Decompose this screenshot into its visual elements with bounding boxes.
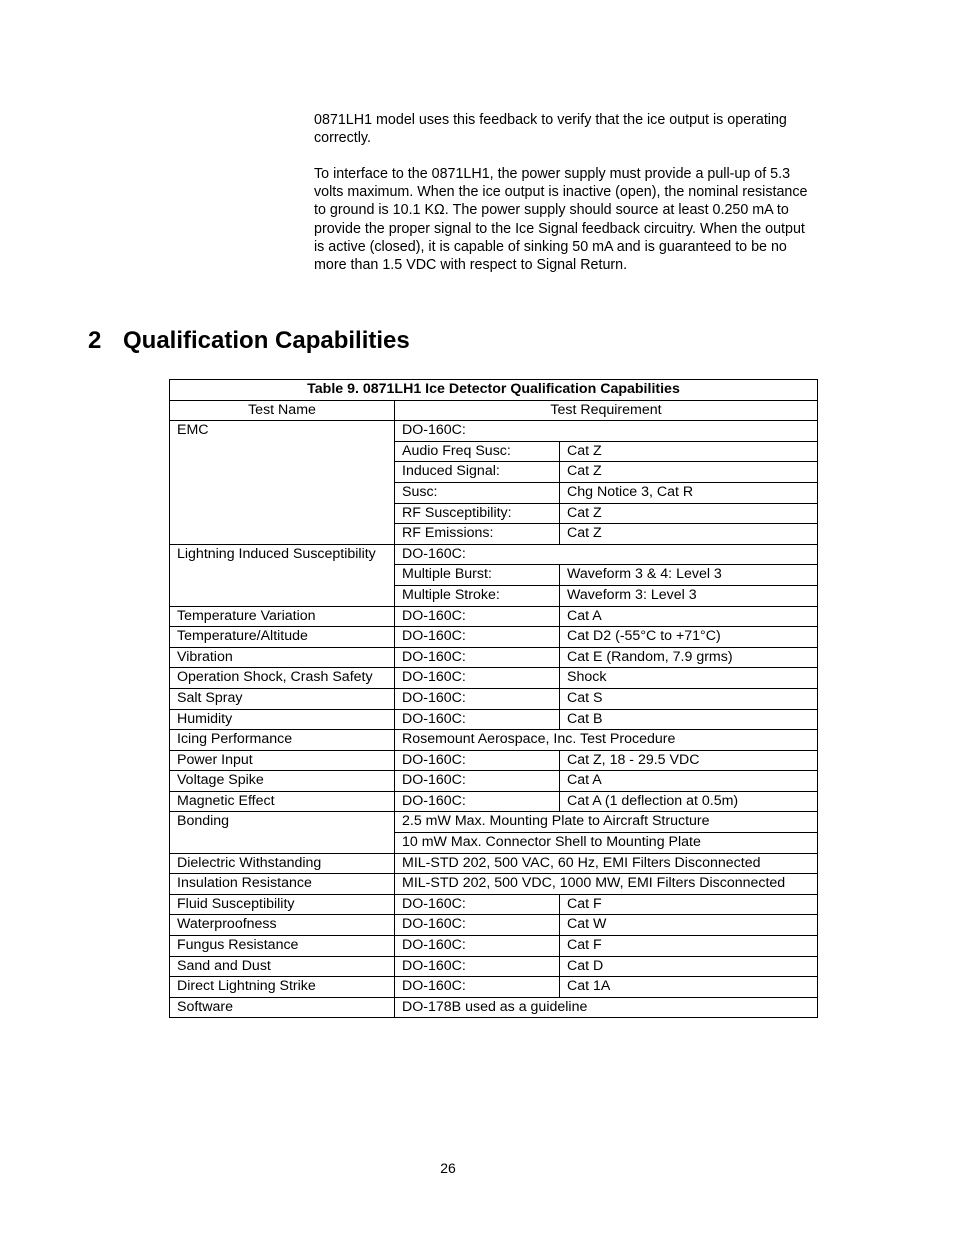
column-header: Test Name xyxy=(170,400,395,421)
table-row xyxy=(170,668,818,689)
test-name-cell: Sand and Dust xyxy=(170,956,395,977)
test-name-cell: Waterproofness xyxy=(170,915,395,936)
section-title: Qualification Capabilities xyxy=(123,327,410,354)
requirement-cell: RF Emissions: xyxy=(395,524,560,545)
test-name-cell: Operation Shock, Crash Safety xyxy=(170,668,395,689)
category-cell: Cat D2 (-55°C to +71°C) xyxy=(560,627,818,648)
table-row xyxy=(170,853,818,874)
body-paragraph: 0871LH1 model uses this feedback to verify that the ice output is operating correctly. xyxy=(314,112,787,147)
requirement-cell: DO-160C: xyxy=(395,956,560,977)
test-name-cell: Humidity xyxy=(170,709,395,730)
category-cell: Shock xyxy=(560,668,818,689)
table-row xyxy=(170,730,818,751)
requirement-cell: DO-178B used as a guideline xyxy=(395,997,818,1018)
table-row xyxy=(170,977,818,998)
table-row xyxy=(170,627,818,648)
requirement-cell: DO-160C: xyxy=(395,668,560,689)
table-row xyxy=(170,956,818,977)
requirement-cell: DO-160C: xyxy=(395,709,560,730)
test-name-cell: Power Input xyxy=(170,750,395,771)
category-cell: Cat S xyxy=(560,688,818,709)
category-cell: Cat Z xyxy=(560,441,818,462)
table-row xyxy=(170,936,818,957)
table-row xyxy=(170,647,818,668)
requirement-cell: DO-160C: xyxy=(395,544,818,565)
category-cell: Cat Z, 18 - 29.5 VDC xyxy=(560,750,818,771)
requirement-cell: DO-160C: xyxy=(395,647,560,668)
table-row xyxy=(170,812,818,833)
requirement-cell: DO-160C: xyxy=(395,791,560,812)
body-paragraph: To interface to the 0871LH1, the power supply must provide a pull-up of 5.3 volts maximum. When the ice output is inactive (open), the nominal resistance to ground is 10.1 KΩ. The power supply should source at least 0.250 mA to provide the proper signal to the Ice Signal feedback circuitry. When the output is active (closed), it is capable of sinking 50 mA and is guaranteed to be no more than 1.5 VDC with respect to Signal Return. xyxy=(314,166,808,274)
section-number: 2 xyxy=(88,327,102,354)
category-cell: Cat F xyxy=(560,894,818,915)
table-row xyxy=(170,791,818,812)
table-row xyxy=(170,421,818,442)
category-cell: Chg Notice 3, Cat R xyxy=(560,482,818,503)
table-caption-row xyxy=(170,380,818,401)
category-cell: Cat W xyxy=(560,915,818,936)
requirement-cell: DO-160C: xyxy=(395,936,560,957)
table-row xyxy=(170,688,818,709)
section-heading xyxy=(88,324,410,358)
page-number: 26 xyxy=(440,1160,456,1176)
category-cell: Cat 1A xyxy=(560,977,818,998)
qualification-table xyxy=(169,379,818,1018)
requirement-cell: DO-160C: xyxy=(395,421,818,442)
category-cell: Cat Z xyxy=(560,462,818,483)
requirement-cell: 10 mW Max. Connector Shell to Mounting Plate xyxy=(395,833,818,854)
table-caption: Table 9. 0871LH1 Ice Detector Qualification Capabilities xyxy=(170,380,818,401)
test-name-cell: Voltage Spike xyxy=(170,771,395,792)
category-cell: Cat Z xyxy=(560,524,818,545)
requirement-cell: Rosemount Aerospace, Inc. Test Procedure xyxy=(395,730,818,751)
requirement-cell: DO-160C: xyxy=(395,688,560,709)
test-name-cell: Salt Spray xyxy=(170,688,395,709)
category-cell: Cat A xyxy=(560,606,818,627)
requirement-cell: DO-160C: xyxy=(395,627,560,648)
table-row xyxy=(170,750,818,771)
category-cell: Cat B xyxy=(560,709,818,730)
requirement-cell: MIL-STD 202, 500 VDC, 1000 MW, EMI Filters Disconnected xyxy=(395,874,818,895)
category-cell: Cat Z xyxy=(560,503,818,524)
column-header: Test Requirement xyxy=(395,400,818,421)
table-row xyxy=(170,874,818,895)
requirement-cell: DO-160C: xyxy=(395,894,560,915)
test-name-cell: EMC xyxy=(170,421,395,545)
test-name-cell: Bonding xyxy=(170,812,395,853)
requirement-cell: DO-160C: xyxy=(395,915,560,936)
requirement-cell: Induced Signal: xyxy=(395,462,560,483)
test-name-cell: Lightning Induced Susceptibility xyxy=(170,544,395,606)
requirement-cell: Susc: xyxy=(395,482,560,503)
test-name-cell: Temperature/Altitude xyxy=(170,627,395,648)
category-cell: Cat E (Random, 7.9 grms) xyxy=(560,647,818,668)
table-header-row xyxy=(170,400,818,421)
table-row xyxy=(170,915,818,936)
table-row xyxy=(170,894,818,915)
requirement-cell: 2.5 mW Max. Mounting Plate to Aircraft Structure xyxy=(395,812,818,833)
test-name-cell: Fluid Susceptibility xyxy=(170,894,395,915)
category-cell: Waveform 3: Level 3 xyxy=(560,585,818,606)
table-row xyxy=(170,544,818,565)
test-name-cell: Software xyxy=(170,997,395,1018)
requirement-cell: DO-160C: xyxy=(395,750,560,771)
category-cell: Cat A xyxy=(560,771,818,792)
requirement-cell: MIL-STD 202, 500 VAC, 60 Hz, EMI Filters Disconnected xyxy=(395,853,818,874)
requirement-cell: DO-160C: xyxy=(395,606,560,627)
table-row xyxy=(170,606,818,627)
table-row xyxy=(170,709,818,730)
test-name-cell: Insulation Resistance xyxy=(170,874,395,895)
test-name-cell: Dielectric Withstanding xyxy=(170,853,395,874)
test-name-cell: Magnetic Effect xyxy=(170,791,395,812)
requirement-cell: RF Susceptibility: xyxy=(395,503,560,524)
category-cell: Cat D xyxy=(560,956,818,977)
category-cell: Cat A (1 deflection at 0.5m) xyxy=(560,791,818,812)
category-cell: Cat F xyxy=(560,936,818,957)
test-name-cell: Direct Lightning Strike xyxy=(170,977,395,998)
requirement-cell: Multiple Burst: xyxy=(395,565,560,586)
requirement-cell: Multiple Stroke: xyxy=(395,585,560,606)
requirement-cell: DO-160C: xyxy=(395,771,560,792)
table-row xyxy=(170,997,818,1018)
test-name-cell: Temperature Variation xyxy=(170,606,395,627)
test-name-cell: Fungus Resistance xyxy=(170,936,395,957)
test-name-cell: Vibration xyxy=(170,647,395,668)
category-cell: Waveform 3 & 4: Level 3 xyxy=(560,565,818,586)
test-name-cell: Icing Performance xyxy=(170,730,395,751)
requirement-cell: Audio Freq Susc: xyxy=(395,441,560,462)
requirement-cell: DO-160C: xyxy=(395,977,560,998)
table-row xyxy=(170,771,818,792)
